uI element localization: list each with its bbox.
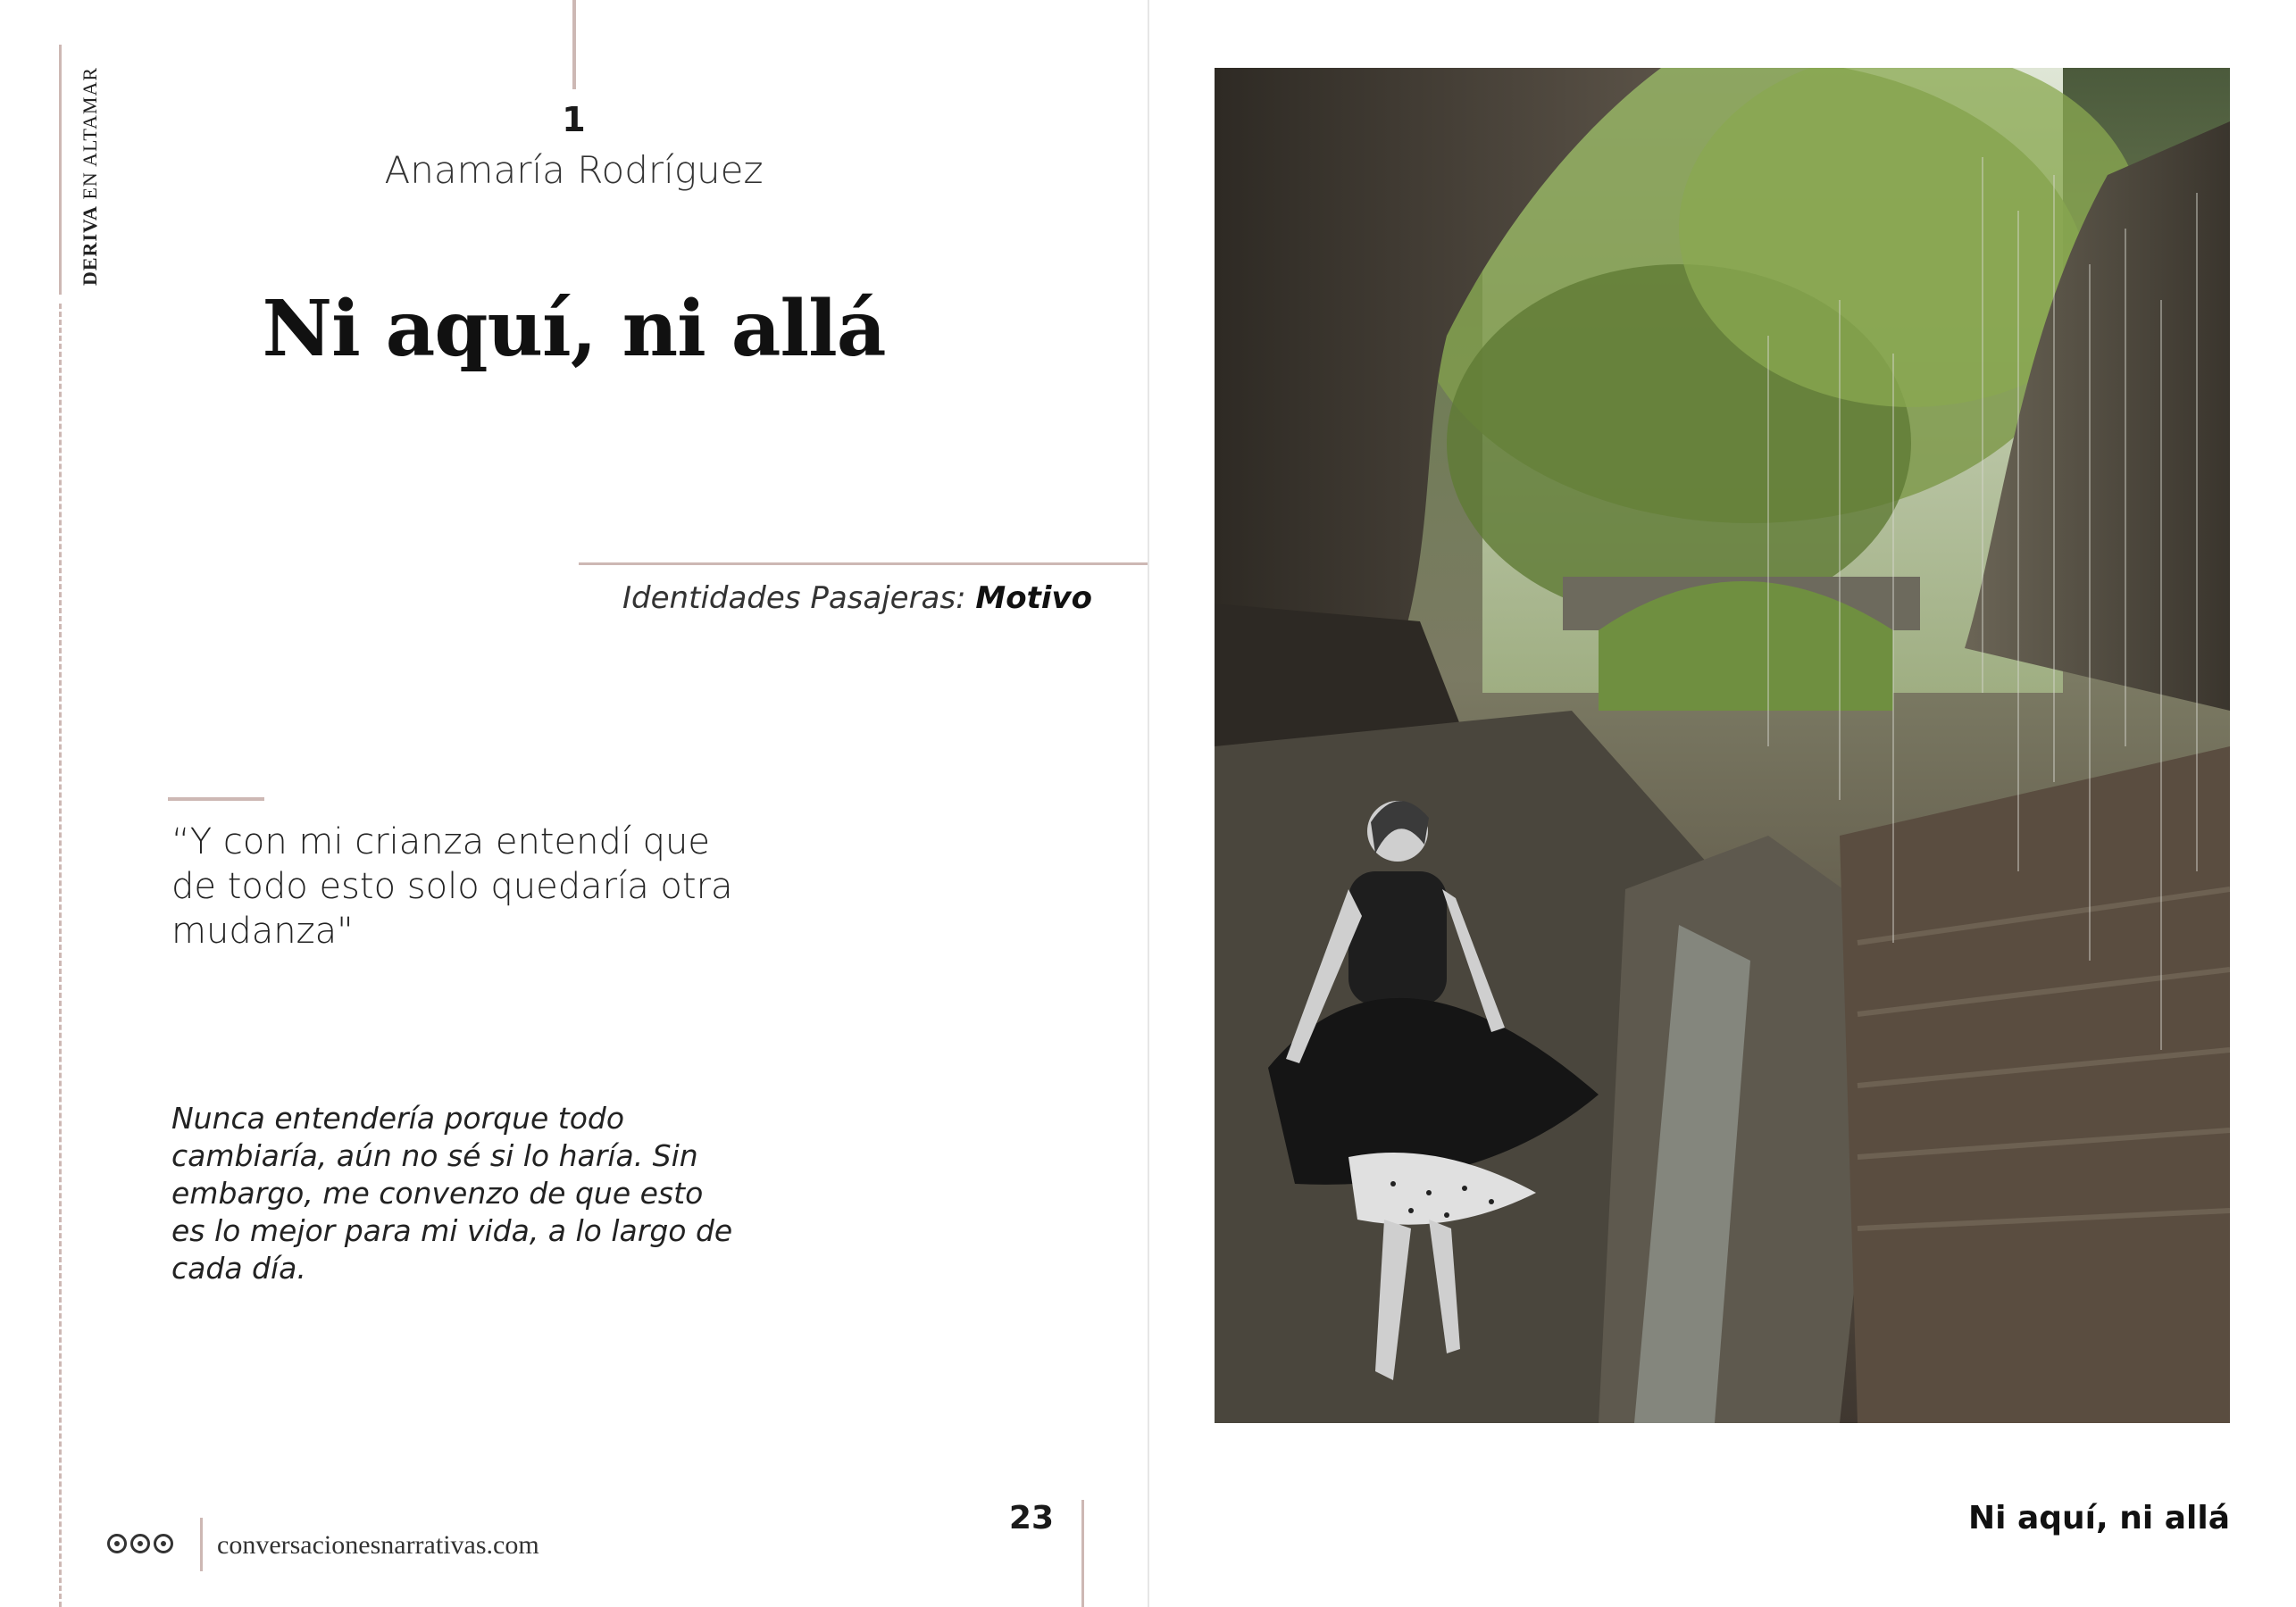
collage-photo-illustration bbox=[1215, 68, 2230, 1423]
section-label bbox=[288, 580, 1092, 616]
logo-ring-icon bbox=[154, 1534, 173, 1553]
margin-dashed-rule bbox=[59, 304, 62, 1607]
collage-photo bbox=[1215, 68, 2230, 1423]
intro-paragraph: Nunca entendería porque todo cambiaría, aún no sé si lo haría. Sin embargo, me convenzo de que esto es lo mejor para mi vida, a lo largo de cada día. bbox=[171, 1101, 733, 1286]
website-link[interactable]: conversacionesnarrativas.com bbox=[217, 1530, 539, 1560]
publisher-logo-icon bbox=[107, 1534, 173, 1553]
page-number: 23 bbox=[1008, 1500, 1054, 1536]
chapter-number: 1 bbox=[562, 100, 586, 139]
section-divider-line bbox=[579, 562, 1148, 565]
logo-ring-icon bbox=[130, 1534, 150, 1553]
magazine-name-bold: DERIVA bbox=[79, 205, 101, 286]
footer-divider bbox=[200, 1518, 203, 1571]
section-name: Motivo bbox=[975, 580, 1092, 616]
top-divider-line bbox=[572, 0, 576, 89]
page-number-rule bbox=[1081, 1500, 1084, 1607]
pull-quote: “Y con mi crianza entendí que de todo esto solo quedaría otra mudanza" bbox=[171, 821, 733, 952]
article-title: Ni aquí, ni allá bbox=[262, 284, 886, 374]
magazine-name-rest: EN ALTAMAR bbox=[79, 66, 101, 206]
section-prefix: Identidades Pasajeras: bbox=[622, 580, 976, 616]
running-title: Ni aquí, ni allá bbox=[1967, 1500, 2230, 1536]
author-name: Anamaría Rodríguez bbox=[384, 148, 764, 192]
logo-ring-icon bbox=[107, 1534, 127, 1553]
quote-rule bbox=[168, 797, 264, 801]
